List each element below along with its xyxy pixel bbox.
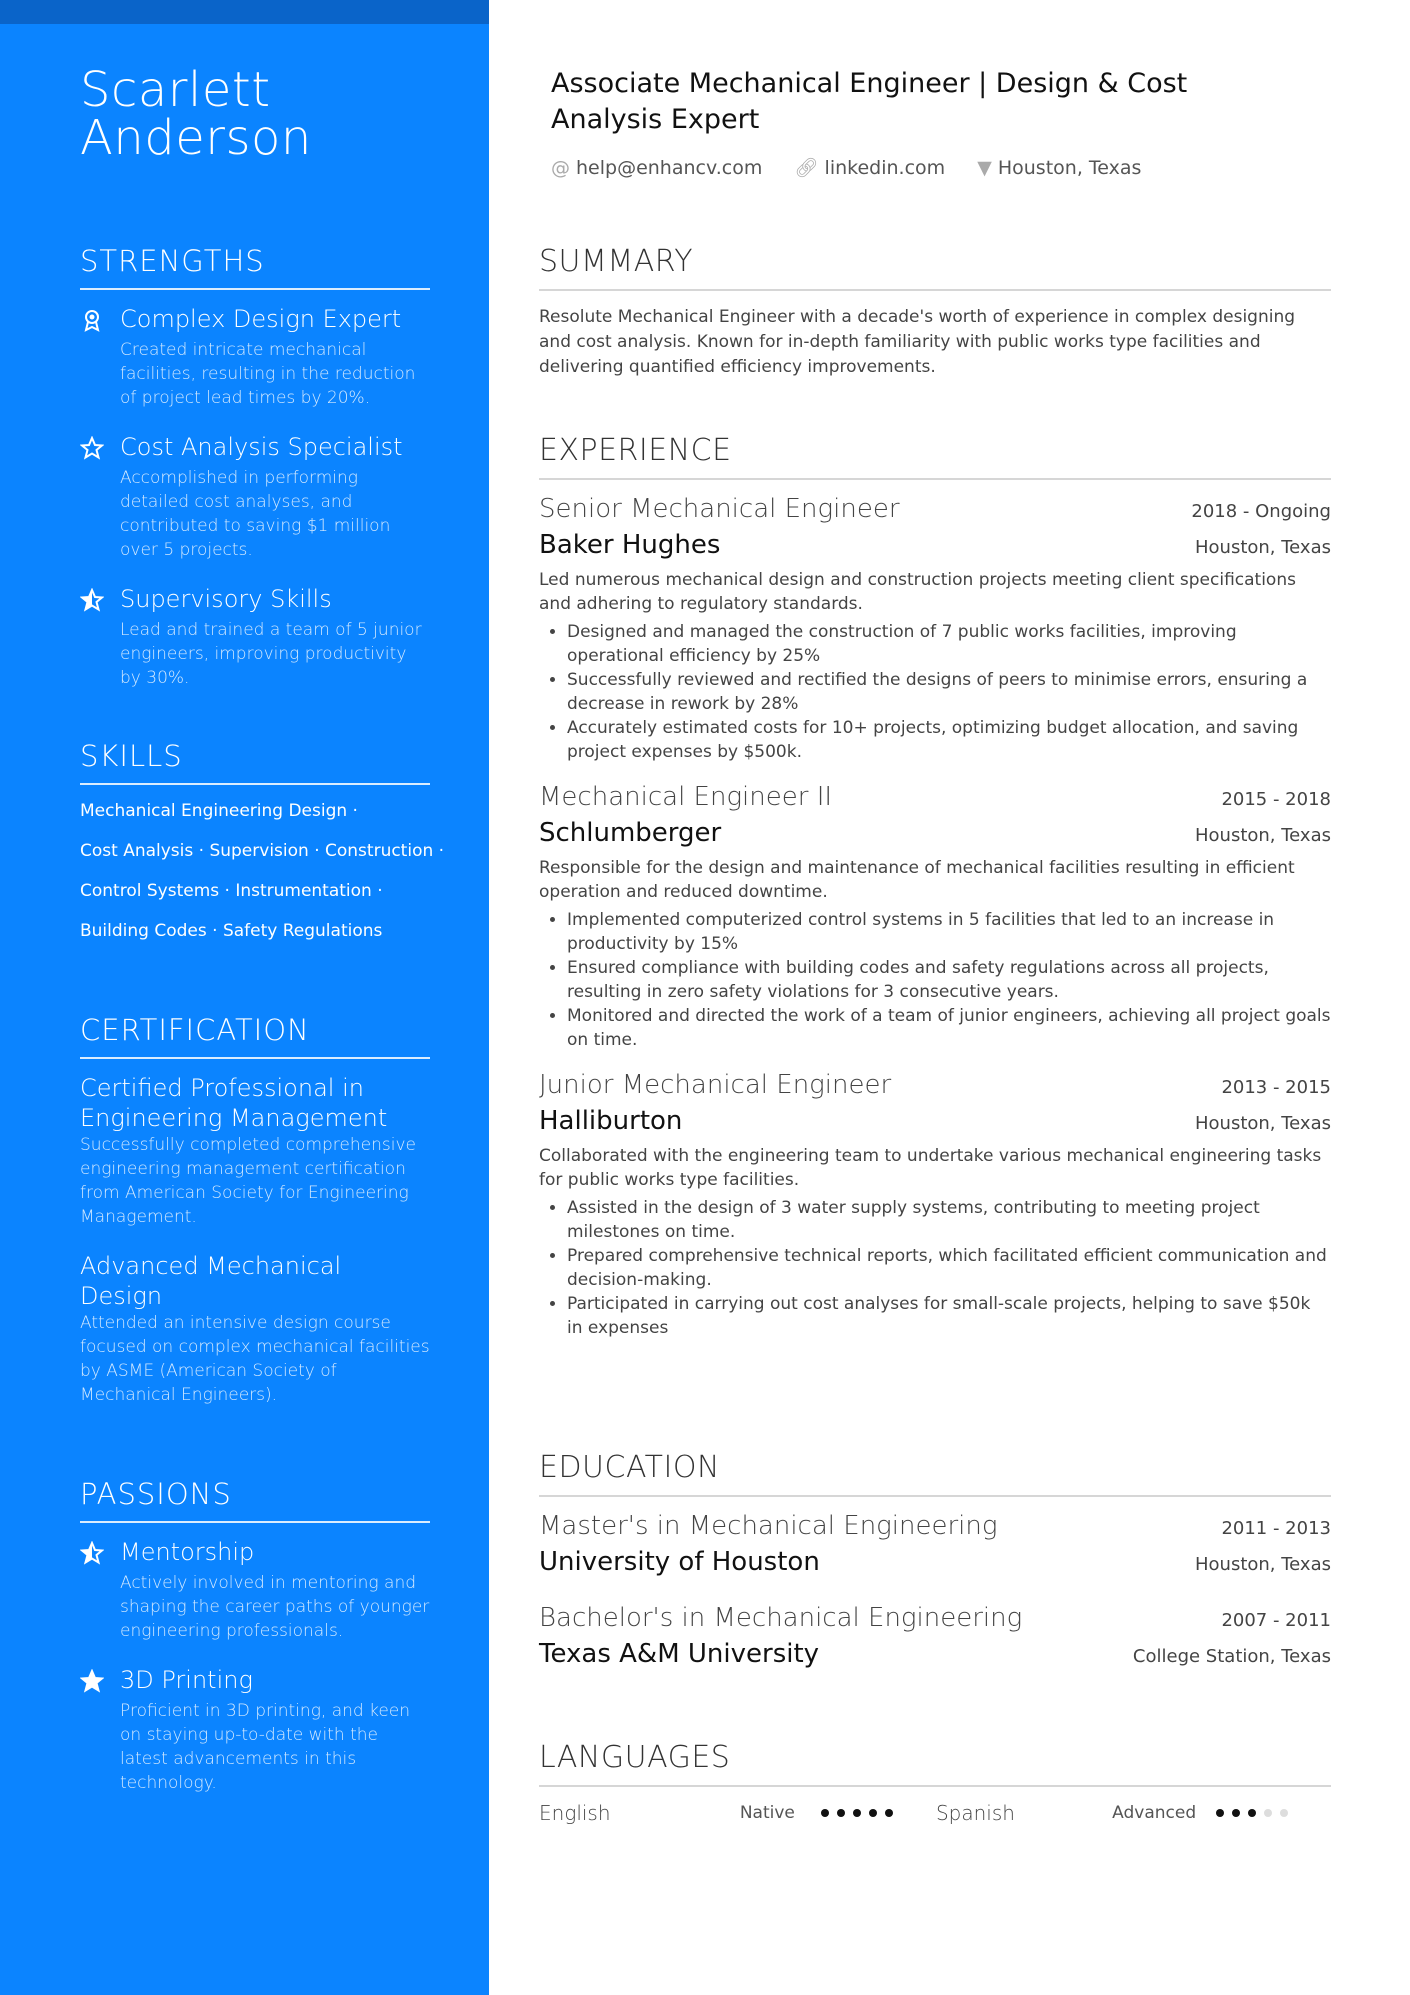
job-dates: 2018 - Ongoing: [1191, 501, 1331, 522]
cert-desc: Attended an intensive design course focused on complex mechanical facilities by ASME (American Society of Mechanical Engineers).: [80, 1313, 430, 1405]
languages-heading: LANGUAGES: [539, 1740, 1331, 1787]
star-outline-icon: [80, 436, 104, 460]
strengths-section: [80, 244, 430, 712]
languages-row: [539, 1801, 1331, 1825]
job-role: Mechanical Engineer II: [539, 782, 833, 812]
at-icon: @: [551, 157, 570, 179]
strength-item: [80, 584, 430, 690]
email-text: help@enhancv.com: [576, 157, 763, 179]
job-company: Baker Hughes: [539, 530, 721, 560]
education-heading: EDUCATION: [539, 1450, 1331, 1497]
job-bullet: • Accurately estimated costs for 10+ projects, optimizing budget allocation, and saving project expenses by $500k.: [567, 716, 1331, 764]
edu-school: Texas A&M University: [539, 1639, 820, 1669]
contact-location: [977, 157, 1141, 179]
contact-row: [551, 156, 1167, 179]
experience-heading: EXPERIENCE: [539, 433, 1331, 480]
job-bullets: [539, 620, 1331, 764]
award-icon: [80, 308, 104, 332]
strength-item: [80, 432, 430, 562]
strength-item: [80, 304, 430, 410]
passions-section: [80, 1477, 430, 1817]
passion-desc: Proficient in 3D printing, and keen on staying up-to-date with the latest advancements in this technology.: [120, 1701, 411, 1793]
job-desc: Responsible for the design and maintenance of mechanical facilities resulting in efficient operation and reduced downtime.: [539, 858, 1295, 902]
job-entry: [539, 494, 1331, 764]
job-bullets: [539, 908, 1331, 1052]
edu-dates: 2007 - 2011: [1221, 1610, 1331, 1631]
proficiency-dot-filled: [821, 1809, 829, 1817]
edu-school: University of Houston: [539, 1547, 820, 1577]
job-bullets: [539, 1196, 1331, 1340]
job-company: Halliburton: [539, 1106, 683, 1136]
job-entry: [539, 1070, 1331, 1340]
skills-section: [80, 739, 445, 959]
sidebar-top-bar: [0, 0, 489, 24]
certification-heading: CERTIFICATION: [80, 1013, 430, 1059]
skills-heading: SKILLS: [80, 739, 430, 785]
job-dates: 2013 - 2015: [1221, 1077, 1331, 1098]
job-location: Houston, Texas: [1194, 825, 1331, 846]
passions-heading: PASSIONS: [80, 1477, 430, 1523]
sidebar: [0, 0, 489, 1995]
skills-line: Control Systems · Instrumentation ·: [80, 881, 383, 901]
strength-title: Supervisory Skills: [120, 585, 332, 613]
job-role: Senior Mechanical Engineer: [539, 494, 900, 524]
passion-item: [80, 1665, 430, 1795]
language-level: Advanced: [1112, 1803, 1197, 1823]
job-bullet: • Implemented computerized control systems in 5 facilities that led to an increase in productivity by 15%: [567, 908, 1331, 956]
proficiency-dot-filled: [853, 1809, 861, 1817]
job-bullet: • Designed and managed the construction of 7 public works facilities, improving operational efficiency by 25%: [567, 620, 1331, 668]
strengths-heading: STRENGTHS: [80, 244, 430, 290]
cert-title: Advanced Mechanical Design: [80, 1252, 342, 1310]
strength-desc: Lead and trained a team of 5 junior engineers, improving productivity by 30%.: [120, 620, 422, 688]
job-company: Schlumberger: [539, 818, 722, 848]
job-dates: 2015 - 2018: [1221, 789, 1331, 810]
passion-item: [80, 1537, 430, 1643]
language-dots: [1216, 1809, 1331, 1817]
star-half-icon: [80, 588, 104, 612]
proficiency-dot-filled: [837, 1809, 845, 1817]
job-entry: [539, 782, 1331, 1052]
proficiency-dot-filled: [885, 1809, 893, 1817]
proficiency-dot-filled: [1216, 1809, 1224, 1817]
job-role: Junior Mechanical Engineer: [539, 1070, 892, 1100]
proficiency-dot-filled: [1248, 1809, 1256, 1817]
headline: Associate Mechanical Engineer | Design & Cost Analysis Expert: [551, 68, 1188, 135]
edu-location: Houston, Texas: [1194, 1554, 1331, 1575]
language-name: English: [539, 1801, 611, 1825]
language-name: Spanish: [935, 1801, 1015, 1825]
passion-desc: Actively involved in mentoring and shaping the career paths of younger engineering professionals.: [120, 1573, 430, 1641]
strength-title: Cost Analysis Specialist: [120, 433, 403, 461]
proficiency-dot-filled: [1232, 1809, 1240, 1817]
link-icon: 🔗︎: [794, 157, 819, 179]
edu-location: College Station, Texas: [1132, 1646, 1331, 1667]
candidate-name: Scarlett Anderson: [80, 62, 312, 166]
skills-line: Cost Analysis · Supervision · Construction ·: [80, 841, 445, 861]
proficiency-dot-empty: [1280, 1809, 1288, 1817]
contact-email[interactable]: [551, 157, 762, 179]
job-bullet: • Monitored and directed the work of a team of junior engineers, achieving all project goals on time.: [567, 1004, 1331, 1052]
location-text: Houston, Texas: [997, 157, 1142, 179]
location-pin-icon: ▼: [977, 157, 992, 179]
languages-section: [539, 1740, 1331, 1825]
edu-degree: Master's in Mechanical Engineering: [539, 1511, 998, 1541]
job-bullet: • Ensured compliance with building codes and safety regulations across all projects, resulting in zero safety violations for 3 consecutive years.: [567, 956, 1331, 1004]
summary-heading: SUMMARY: [539, 244, 1331, 291]
job-bullet: • Participated in carrying out cost analyses for small-scale projects, helping to save $50k in expenses: [567, 1292, 1331, 1340]
passion-title: 3D Printing: [120, 1666, 253, 1694]
language-dots: [821, 1809, 936, 1817]
job-desc: Led numerous mechanical design and construction projects meeting client specifications and adhering to regulatory standards.: [539, 570, 1296, 614]
experience-section: [539, 433, 1331, 1358]
job-bullet: • Prepared comprehensive technical reports, which facilitated efficient communication and decision-making.: [567, 1244, 1331, 1292]
education-section: [539, 1450, 1331, 1695]
skills-line: Mechanical Engineering Design ·: [80, 801, 358, 821]
cert-desc: Successfully completed comprehensive engineering management certification from American Society for Engineering Management.: [80, 1135, 416, 1227]
summary-section: [539, 244, 1331, 380]
proficiency-dot-empty: [1264, 1809, 1272, 1817]
job-bullet: • Successfully reviewed and rectified the designs of peers to minimise errors, ensuring a decrease in rework by 28%: [567, 668, 1331, 716]
proficiency-dot-filled: [869, 1809, 877, 1817]
job-location: Houston, Texas: [1194, 1113, 1331, 1134]
job-location: Houston, Texas: [1194, 537, 1331, 558]
strength-title: Complex Design Expert: [120, 305, 402, 333]
language-level: Native: [739, 1803, 795, 1823]
star-half-icon: [80, 1541, 104, 1565]
job-desc: Collaborated with the engineering team to undertake various mechanical engineering tasks for public works type facilities.: [539, 1146, 1322, 1190]
job-bullet: • Assisted in the design of 3 water supply systems, contributing to meeting project milestones on time.: [567, 1196, 1331, 1244]
linkedin-text: linkedin.com: [824, 157, 946, 179]
summary-text: Resolute Mechanical Engineer with a decade's worth of experience in complex designing and cost analysis. Known for in-depth familiarity with public works type facilities and delivering quantified efficiency improvements.: [539, 307, 1296, 377]
edu-degree: Bachelor's in Mechanical Engineering: [539, 1603, 1023, 1633]
edu-dates: 2011 - 2013: [1221, 1518, 1331, 1539]
education-entry: [539, 1511, 1331, 1577]
contact-linkedin[interactable]: [794, 157, 945, 179]
passion-title: Mentorship: [120, 1538, 255, 1566]
certification-section: [80, 1013, 430, 1429]
star-filled-icon: [80, 1669, 104, 1693]
skills-line: Building Codes · Safety Regulations: [80, 921, 383, 941]
cert-title: Certified Professional in Engineering Management: [80, 1074, 388, 1132]
strength-desc: Created intricate mechanical facilities, resulting in the reduction of project lead times by 20%.: [120, 340, 416, 408]
education-entry: [539, 1603, 1331, 1669]
strength-desc: Accomplished in performing detailed cost analyses, and contributed to saving $1 million over 5 projects.: [120, 468, 391, 560]
